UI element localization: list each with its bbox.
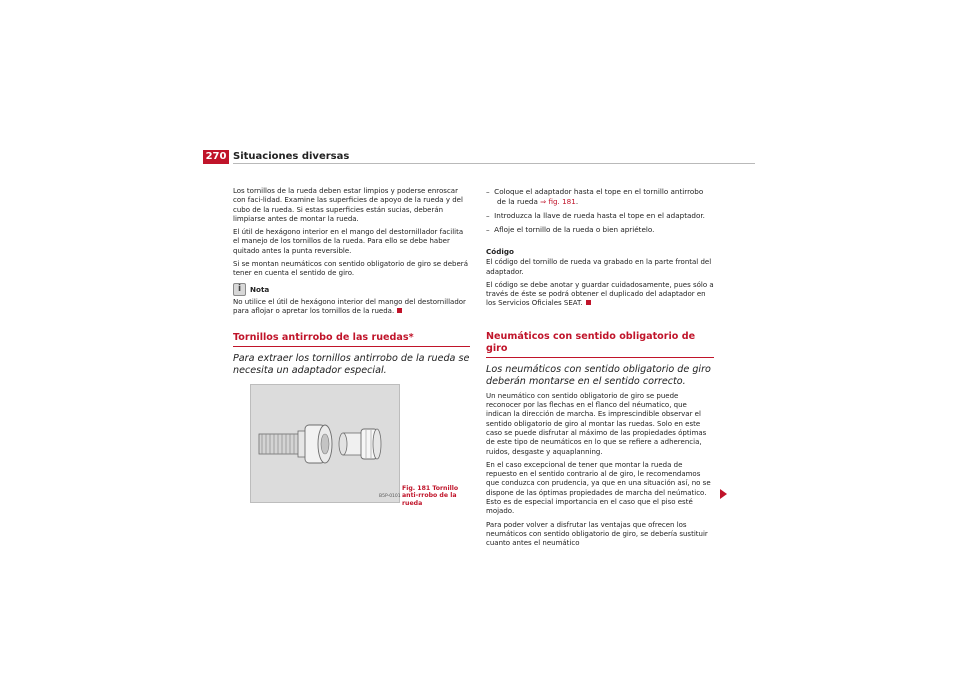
section-rule (486, 357, 714, 358)
section-lead: Los neumáticos con sentido obligatorio de giro deberán montarse en el sentido correcto. (486, 363, 711, 387)
paragraph: Para poder volver a disfrutar las ventajas que ofrecen los neumáticos con sentido obligatorio de giro, se debería sustituir cuanto antes el neumático (486, 520, 708, 548)
bolt-and-adapter-illustration (251, 385, 399, 502)
figure-caption: Fig. 181 Tornillo anti-rrobo de la rueda (402, 485, 459, 507)
note-title: Nota (250, 284, 270, 294)
figure-code: B5P-0101 (379, 494, 401, 499)
figure-anti-theft-bolt (250, 384, 400, 503)
paragraph: Los tornillos de la rueda deben estar limpios y poderse enroscar con faci-lidad. Examine las superficies de apoyo de la rueda y del cubo de la rueda. Si estas superficies están sucias, deberán limpiarse antes de montar la rueda. (233, 187, 463, 223)
page-number: 270 (203, 150, 229, 164)
end-of-section-icon (397, 308, 402, 313)
note-icon: i (233, 283, 246, 296)
paragraph: El útil de hexágono interior en el mango del destornillador facilita el manejo de los tornillos de la rueda. Para ello se debe haber quitado antes la punta reversible. (233, 228, 464, 255)
left-column (233, 187, 470, 381)
section-lead: Para extraer los tornillos antirrobo de la rueda se necesita un adaptador especial. (233, 353, 470, 377)
paragraph: En el caso excepcional de tener que montar la rueda de repuesto en el sentido contrario al de giro, le recomendamos que conduzca con prudencia, ya que en una situación así, no se dispone de las óptimas propiedades de marcha del neúmatico. Esto es de especial importancia en el caso que el piso esté mojado. (486, 460, 711, 516)
running-title: Situaciones diversas (233, 151, 350, 162)
figure-reference-link[interactable]: ⇒ fig. 181 (540, 197, 576, 206)
code-subheading: Código (486, 247, 514, 256)
right-column (486, 187, 714, 553)
note-heading (233, 283, 470, 296)
note-text: No utilice el útil de hexágono interior del mango del destornillador para aflojar o apretar los tornillos de la rueda. (233, 297, 466, 315)
step-item: – Afloje el tornillo de la rueda o bien apriételo. (486, 225, 655, 234)
paragraph: Si se montan neumáticos con sentido obligatorio de giro se deberá tener en cuenta el sentido de giro. (233, 260, 468, 278)
continue-arrow-icon (720, 489, 727, 499)
header-rule (233, 163, 755, 164)
end-of-section-icon (586, 300, 591, 305)
step-item: – Coloque el adaptador hasta el tope en el tornillo antirrobo de la rueda ⇒ fig. 181. (486, 187, 704, 206)
paragraph: Un neumático con sentido obligatorio de giro se puede reconocer por las flechas en el flanco del néumatico, que indican la dirección de marcha. Es imprescindible observar el sentido obligatorio de giro al montar las ruedas. Solo en este caso se puede disfrutar al máximo de las propiedades óptimas de este tipo de neumáticos en lo que se refiere a adherencia, ruidos, desgaste y aquaplanning. (486, 391, 707, 456)
paragraph: El código se debe anotar y guardar cuidadosamente, pues sólo a través de éste se podrá obtener el duplicado del adaptador en los Servicios Oficiales SEAT. (486, 280, 714, 308)
section-rule (233, 346, 470, 347)
section-title: Tornillos antirrobo de las ruedas* (233, 332, 414, 344)
section-title: Neumáticos con sentido obligatorio de giro (486, 330, 696, 354)
step-item: – Introduzca la llave de rueda hasta el tope en el adaptador. (486, 211, 705, 220)
paragraph: El código del tornillo de rueda va grabado en la parte frontal del adaptador. (486, 258, 712, 276)
